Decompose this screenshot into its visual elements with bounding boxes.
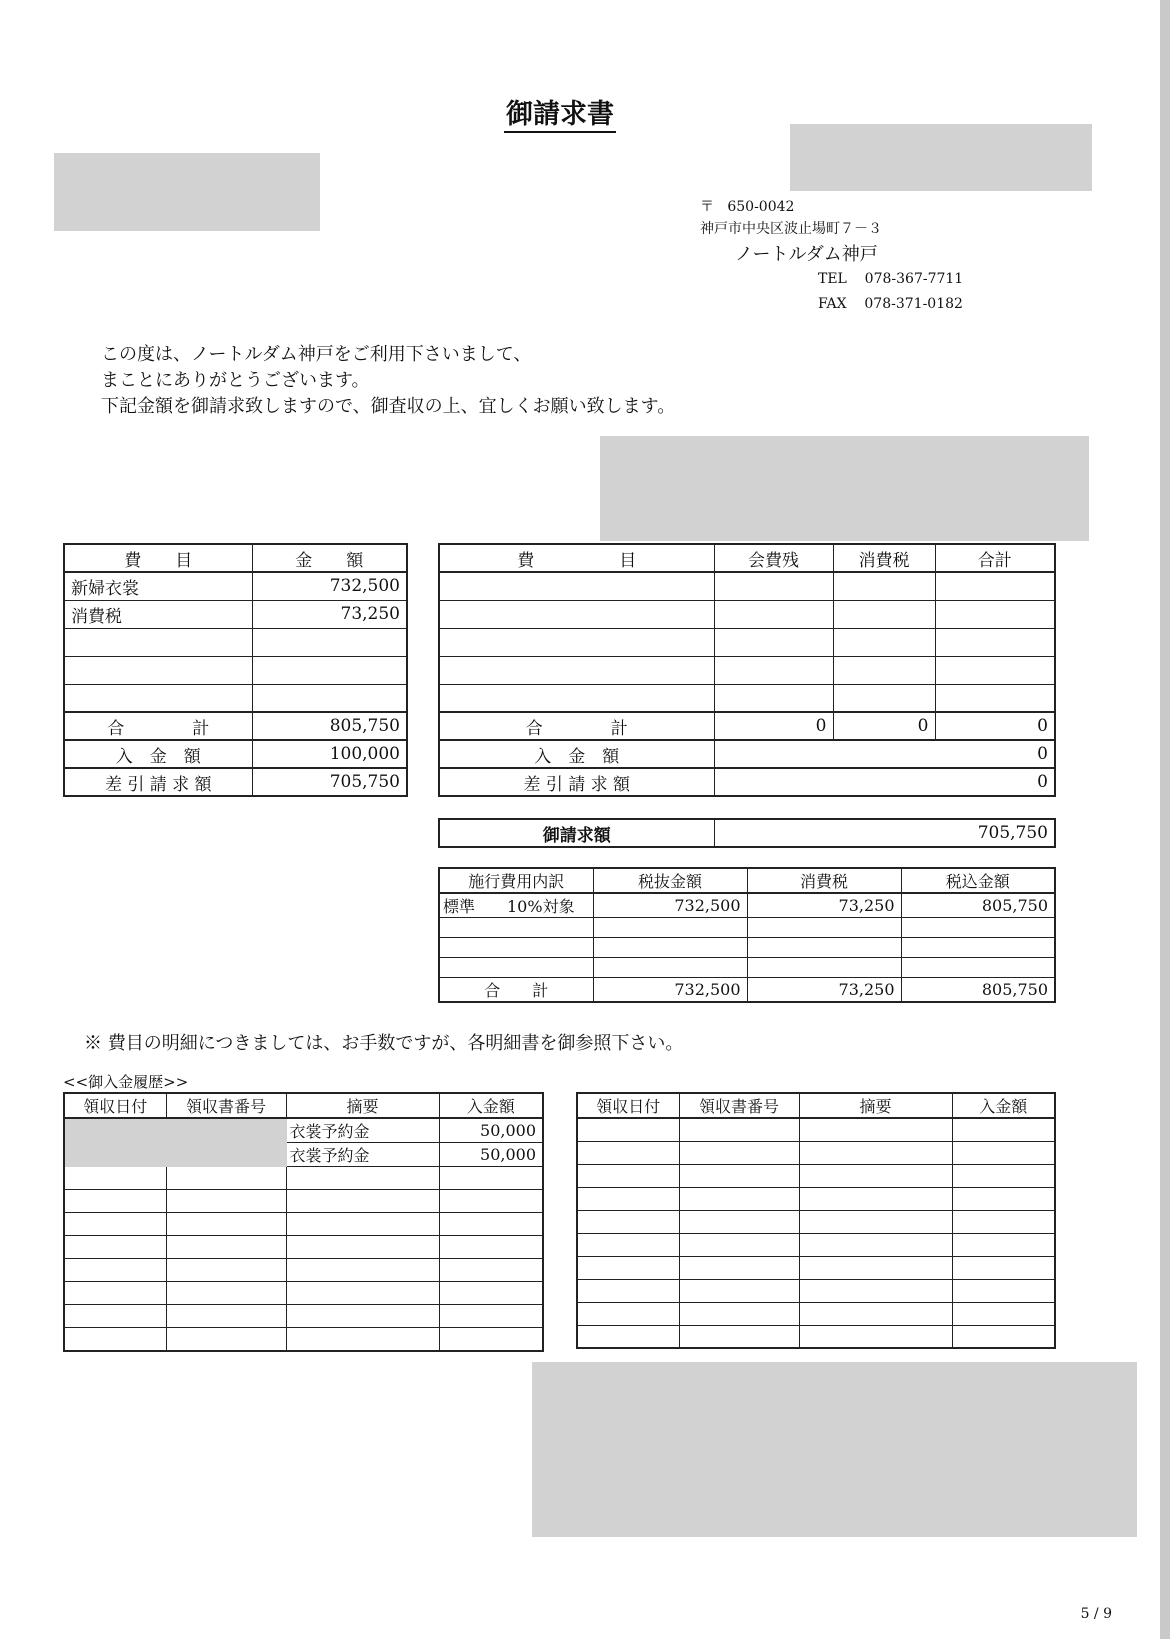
invoice-total-amount: 705,750 [714, 819, 1055, 847]
table-row [577, 1164, 1055, 1187]
note-text: ※ 費目の明細につきましては、お手数ですが、各明細書を御参照下さい。 [84, 1033, 684, 1054]
tel-number: 078-367-7711 [864, 271, 964, 287]
table-row [439, 684, 1055, 712]
payment-history-table-left: 領収日付 領収書番号 摘要 入金額 衣裳予約金 50,000 衣裳予約金 50,000 [63, 1092, 544, 1352]
table-row [439, 572, 1055, 600]
table-row [64, 628, 407, 656]
redacted-event-info [600, 436, 1089, 541]
fax-line [818, 296, 963, 312]
issuer-name: ノートルダム神戸 [735, 244, 878, 265]
paid-row: 入 金 額 0 [439, 740, 1055, 768]
redacted-footer-block [532, 1362, 1137, 1537]
left-charges-table: 費 目 金 額 新婦衣裳 732,500 消費税 73,250 合 計 805,750 入 金 額 100,000 差 引 請 求 額 705,750 [63, 543, 408, 797]
paid-row: 入 金 額 100,000 [64, 740, 407, 768]
table-row [577, 1325, 1055, 1348]
total-row: 合 計 805,750 [64, 712, 407, 740]
right-charges-table: 費 目 会費残 消費税 合計 合 計 0 0 0 入 金 額 0 差 引 請 求 額 0 [438, 543, 1056, 797]
table-row [64, 1305, 543, 1328]
table-row [439, 656, 1055, 684]
table-row [439, 958, 1055, 978]
greeting-text: この度は、ノートルダム神戸をご利用下さいまして、 まことにありがとうございます。 下記金額を御請求致しますので、御査収の上、宜しくお願い致します。 [101, 344, 676, 417]
payment-history-title: <<御入金履歴>> [63, 1073, 189, 1091]
invoice-total-label: 御請求額 [439, 819, 714, 847]
invoice-total-table [438, 818, 1056, 848]
total-row: 合 計 732,500 73,250 805,750 [439, 978, 1055, 1003]
tax-breakdown-table: 施行費用内訳 税抜金額 消費税 税込金額 標準 10%対象 732,500 73,250 805,750 合 計 732,500 73,250 805,750 [438, 867, 1056, 1003]
table-row [577, 1279, 1055, 1302]
total-row: 合 計 0 0 0 [439, 712, 1055, 740]
table-row [577, 1256, 1055, 1279]
table-row: 新婦衣裳 732,500 [64, 572, 407, 600]
table-row [577, 1187, 1055, 1210]
table-row [64, 656, 407, 684]
table-row [439, 628, 1055, 656]
table-row [439, 938, 1055, 958]
table-row: 衣裳予約金 50,000 [64, 1143, 543, 1167]
table-row [64, 1213, 543, 1236]
table-row [64, 1236, 543, 1259]
redacted-recipient [54, 153, 320, 231]
table-row: 消費税 73,250 [64, 600, 407, 628]
table-row [577, 1233, 1055, 1256]
table-row [64, 1259, 543, 1282]
payment-history-table-right: 領収日付 領収書番号 摘要 入金額 [576, 1092, 1056, 1349]
page-edge [1160, 0, 1170, 1639]
table-row [577, 1141, 1055, 1164]
balance-row: 差 引 請 求 額 705,750 [64, 768, 407, 796]
page-number: 5 / 9 [1080, 1606, 1112, 1622]
table-row [64, 1190, 543, 1213]
table-row: 衣裳予約金 50,000 [64, 1118, 543, 1143]
tel-label: TEL [818, 271, 847, 287]
table-row [577, 1118, 1055, 1141]
document-title: 御請求書 [0, 92, 1120, 131]
fax-number: 078-371-0182 [864, 296, 963, 312]
table-row [439, 918, 1055, 938]
balance-row: 差 引 請 求 額 0 [439, 768, 1055, 796]
issuer-address: 神戸市中央区波止場町７－３ [700, 221, 882, 237]
tel-line [818, 271, 963, 287]
table-row [577, 1302, 1055, 1325]
table-row [64, 684, 407, 712]
postal-line: 〒 650-0042 [700, 199, 795, 215]
redacted-issuer-info [790, 124, 1092, 191]
table-row [64, 1282, 543, 1305]
table-row [577, 1210, 1055, 1233]
table-row: 標準 10%対象 732,500 73,250 805,750 [439, 893, 1055, 918]
fax-label: FAX [818, 296, 847, 312]
table-row [64, 1167, 543, 1190]
table-row [64, 1328, 543, 1351]
table-row [439, 600, 1055, 628]
